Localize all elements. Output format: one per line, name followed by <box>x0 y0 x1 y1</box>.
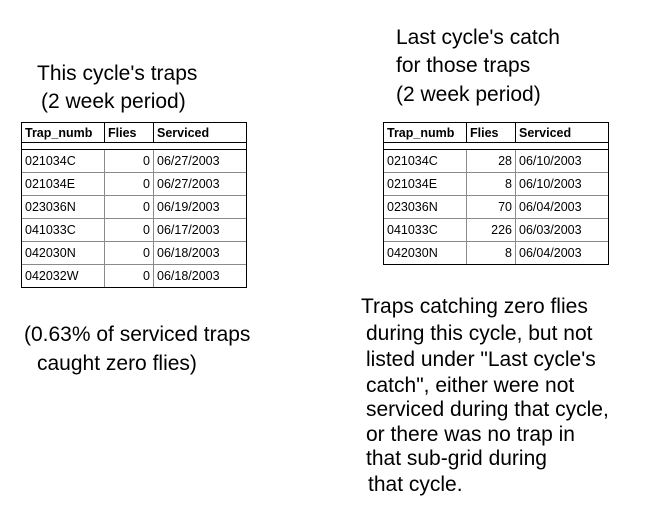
cell-serviced: 06/19/2003 <box>157 200 220 214</box>
left-table-header <box>22 123 246 143</box>
left-table <box>21 122 247 288</box>
col-header-trap-number: Trap_numb <box>384 123 467 142</box>
table-row <box>384 242 608 264</box>
right-note-line3: listed under "Last cycle's <box>366 348 596 371</box>
cell-trap-number: 041033C <box>384 219 467 241</box>
cell-flies: 226 <box>467 219 516 241</box>
right-heading-line1: Last cycle's catch <box>396 26 560 49</box>
table-row <box>22 265 246 287</box>
cell-trap-number: 023036N <box>22 196 105 218</box>
right-note-line2: during this cycle, but not <box>366 322 593 345</box>
cell-trap-number: 042032W <box>22 265 105 287</box>
col-header-trap-number: Trap_numb <box>22 123 105 142</box>
cell-flies: 0 <box>105 196 154 218</box>
cell-serviced: 06/18/2003 <box>157 246 220 260</box>
right-table <box>383 122 609 265</box>
right-note-line4: catch", either were not <box>366 374 575 397</box>
cell-serviced: 06/27/2003 <box>157 154 220 168</box>
table-row <box>22 196 246 219</box>
cell-serviced: 06/10/2003 <box>519 177 582 191</box>
right-note-line8: that cycle. <box>368 473 463 496</box>
cell-flies: 0 <box>105 219 154 241</box>
left-heading-line2: (2 week period) <box>41 90 186 113</box>
cell-serviced: 06/04/2003 <box>519 200 582 214</box>
cell-serviced: 06/03/2003 <box>519 223 582 237</box>
cell-trap-number: 041033C <box>22 219 105 241</box>
right-note-line1: Traps catching zero flies <box>361 295 588 318</box>
right-note-line5: serviced during that cycle, <box>366 398 609 421</box>
col-header-flies: Flies <box>105 123 154 142</box>
cell-flies: 0 <box>105 173 154 195</box>
table-row <box>384 219 608 242</box>
cell-flies: 28 <box>467 150 516 172</box>
cell-trap-number: 021034C <box>22 150 105 172</box>
cell-serviced: 06/18/2003 <box>157 269 220 283</box>
cell-flies: 0 <box>105 242 154 264</box>
cell-flies: 8 <box>467 173 516 195</box>
table-row <box>22 219 246 242</box>
right-table-header <box>384 123 608 143</box>
left-note-line2: caught zero flies) <box>37 352 197 375</box>
cell-serviced: 06/04/2003 <box>519 246 582 260</box>
cell-trap-number: 021034E <box>384 173 467 195</box>
left-heading-line1: This cycle's traps <box>37 62 198 85</box>
col-header-serviced: Serviced <box>157 125 210 140</box>
cell-trap-number: 042030N <box>384 242 467 264</box>
table-row <box>22 173 246 196</box>
cell-trap-number: 023036N <box>384 196 467 218</box>
table-row <box>384 173 608 196</box>
cell-flies: 8 <box>467 242 516 264</box>
cell-flies: 70 <box>467 196 516 218</box>
cell-trap-number: 042030N <box>22 242 105 264</box>
table-row <box>384 196 608 219</box>
right-note-line7: that sub-grid during <box>366 447 547 470</box>
table-row <box>22 242 246 265</box>
table-row <box>384 150 608 173</box>
cell-flies: 0 <box>105 150 154 172</box>
right-heading-line2: for those traps <box>396 54 531 77</box>
cell-flies: 0 <box>105 265 154 287</box>
cell-serviced: 06/17/2003 <box>157 223 220 237</box>
right-heading-line3: (2 week period) <box>396 83 541 106</box>
cell-trap-number: 021034C <box>384 150 467 172</box>
col-header-flies: Flies <box>467 123 516 142</box>
right-table-body <box>384 149 608 264</box>
right-note-line6: or there was no trap in <box>366 423 575 446</box>
left-table-body <box>22 149 246 287</box>
left-note-line1: (0.63% of serviced traps <box>24 323 251 346</box>
cell-serviced: 06/27/2003 <box>157 177 220 191</box>
col-header-serviced: Serviced <box>519 125 572 140</box>
table-row <box>22 150 246 173</box>
cell-serviced: 06/10/2003 <box>519 154 582 168</box>
cell-trap-number: 021034E <box>22 173 105 195</box>
